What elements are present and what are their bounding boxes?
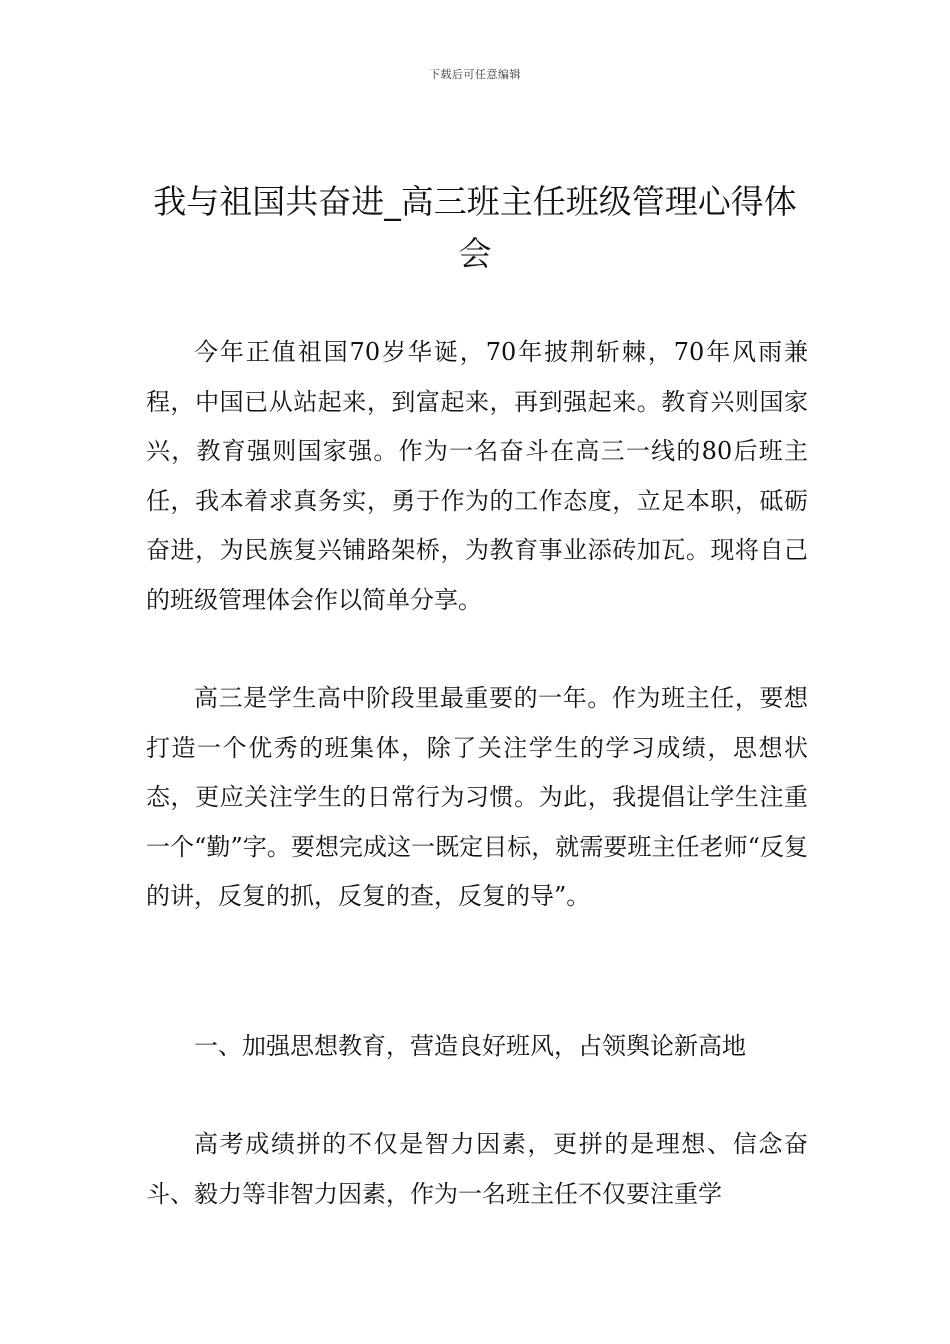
paragraph-senior-year: 高三是学生高中阶段里最重要的一年。作为班主任，要想打造一个优秀的班集体，除了关注学生的学习成绩，思想状态，更应关注学生的日常行为习惯。为此，我提倡让学生注重一个“勤”字。要想完成这一既定目标，就需要班主任老师“反复的讲，反复的抓，反复的查，反复的导”。 (146, 684, 808, 910)
document-title: 我与祖国共奋进_高三班主任班级管理心得体会 (153, 182, 797, 273)
page-header-note: 下载后可任意编辑 (429, 68, 521, 81)
section-heading-1: 一、加强思想教育，营造良好班风，占领舆论新高地 (194, 1032, 746, 1060)
paragraph-intro: 今年正值祖国70岁华诞，70年披荆斩棘，70年风雨兼程，中国已从站起来，到富起来，再到强起来。教育兴则国家兴，教育强则国家强。作为一名奋斗在高三一线的80后班主任，我本着求真务实，勇于作为的工作态度，立足本职，砥砺奋进，为民族复兴铺路架桥，为教育事业添砖加瓦。现将自己的班级管理体会作以简单分享。 (146, 338, 808, 614)
paragraph-exam-factors: 高考成绩拼的不仅是智力因素，更拼的是理想、信念奋斗、毅力等非智力因素，作为一名班主任不仅要注重学 (146, 1130, 808, 1208)
